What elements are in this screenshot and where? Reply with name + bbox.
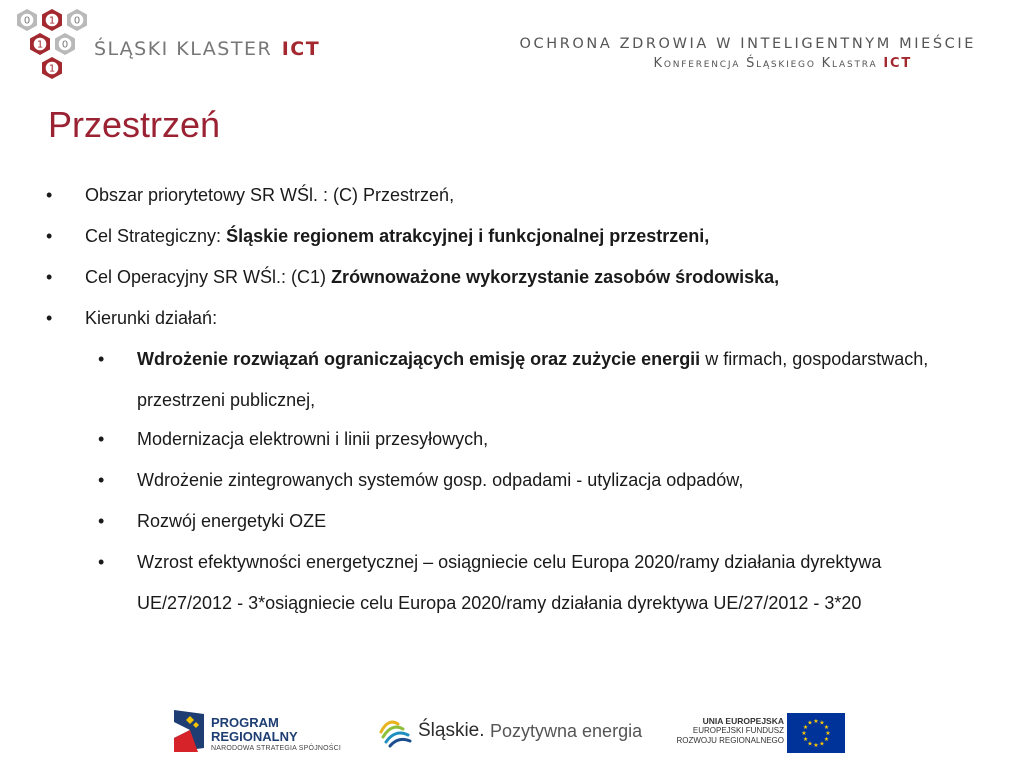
eu-star-icon: ★ [802, 725, 809, 731]
eu-star-icon: ★ [813, 743, 819, 749]
sub-bullet-text: Wdrożenie zintegrowanych systemów gosp. odpadami - utylizacja odpadów, [137, 470, 744, 490]
bullet-item [0, 224, 1024, 265]
svg-text:1: 1 [48, 15, 56, 27]
bullet-marker: • [46, 267, 53, 287]
program-regionalny-flag-icon [170, 708, 206, 754]
logo-hex-2 [67, 9, 87, 31]
nss-label: NARODOWA STRATEGIA SPÓJNOŚCI [211, 745, 342, 752]
bullet-text: Cel Strategiczny: [85, 226, 227, 246]
ue-label-line2: EUROPEJSKI FUNDUSZ [692, 726, 784, 735]
conference-subtitle [654, 56, 912, 71]
regionalny-label: REGIONALNY [211, 729, 298, 744]
bullet-item [0, 265, 1024, 306]
bullet-text: Kierunki działań: [85, 308, 218, 328]
bullet-marker: • [98, 552, 105, 572]
cluster-name-text: ŚLĄSKI KLASTER [94, 38, 273, 60]
svg-text:1: 1 [48, 63, 56, 75]
logo-hex-0 [17, 9, 37, 31]
eu-star-icon: ★ [819, 741, 825, 748]
logo-hex-4 [55, 33, 75, 55]
bullet-marker: • [98, 511, 105, 531]
svg-text:1: 1 [36, 39, 44, 51]
slaskie-name: Śląskie. [418, 720, 485, 741]
svg-text:0: 0 [23, 15, 31, 27]
bullet-list [0, 183, 1024, 630]
bullet-bold-text: Zrównoważone wykorzystanie zasobów środowiska, [331, 267, 780, 287]
conference-subtitle-text: Konferencja Śląskiego Klastra [653, 56, 878, 71]
sub-bullet-text: Modernizacja elektrowni i linii przesyłowych, [137, 429, 489, 449]
bullet-marker: • [46, 185, 53, 205]
cluster-name [94, 38, 320, 60]
sub-bullet-item [0, 339, 977, 421]
sub-bullet-item [0, 468, 977, 492]
logo-hex-5 [42, 57, 62, 79]
eu-flag-icon [787, 713, 845, 753]
sub-bullet-text: Wzrost efektywności energetycznej – osiągniecie celu Europa 2020/ramy działania dyrektywa UE/27/2012 - 3*osiągniecie celu Europa 2020/ramy działania dyrektywa UE/27/2012 - 3*20 [137, 552, 882, 613]
logo-hex-3 [30, 33, 50, 55]
ue-label-line1: UNIA EUROPEJSKA [702, 716, 784, 726]
eu-star-icon: ★ [819, 720, 825, 727]
eu-star-icon: ★ [801, 731, 807, 737]
bullet-marker: • [98, 470, 105, 490]
slide-title: Przestrzeń [48, 104, 221, 145]
sub-bullet-item [0, 427, 977, 451]
sub-bullet-text: Rozwój energetyki OZE [137, 511, 327, 531]
program-label: PROGRAM [211, 715, 279, 730]
slaskie-tagline: Pozytywna energia [490, 721, 643, 741]
eu-star-icon: ★ [823, 725, 830, 731]
conference-title: OCHRONA ZDROWIA W INTELIGENTNYM MIEŚCIE [519, 36, 976, 52]
bullet-text: Cel Operacyjny SR WŚl.: (C1) [85, 267, 332, 287]
eu-star-icon: ★ [807, 720, 813, 727]
svg-text:0: 0 [73, 15, 81, 27]
bullet-text: Obszar priorytetowy SR WŚl. : (C) Przestrzeń, [85, 185, 455, 205]
sub-bullet-item [0, 509, 977, 533]
sub-bullet-item [0, 542, 977, 624]
eu-star-icon: ★ [802, 737, 809, 743]
ue-label [676, 716, 784, 746]
eu-star-icon: ★ [807, 741, 813, 748]
eu-star-icon: ★ [813, 719, 819, 725]
svg-text:0: 0 [61, 39, 69, 51]
conference-subtitle-ict: ICT [883, 56, 912, 71]
bullet-marker: • [98, 349, 105, 369]
slaskie-logo-icon [378, 714, 412, 748]
footer-logos [0, 700, 1024, 760]
sub-bullet-bold-text: Wdrożenie rozwiązań ograniczających emisję oraz zużycie energii [137, 349, 701, 369]
bullet-marker: • [98, 429, 105, 449]
bullet-marker: • [46, 226, 53, 246]
logo-hex-1 [42, 9, 62, 31]
bullet-item [0, 183, 1024, 224]
cluster-ict: ICT [281, 38, 321, 60]
ue-label-line3: ROZWOJU REGIONALNEGO [676, 736, 784, 745]
sub-bullet-text: w firmach, gospodarstwach, przestrzeni publicznej, [137, 349, 929, 410]
cluster-logo [14, 6, 100, 92]
bullet-marker: • [46, 308, 53, 328]
eu-star-icon: ★ [825, 731, 831, 737]
eu-star-icon: ★ [823, 737, 830, 743]
bullet-bold-text: Śląskie regionem atrakcyjnej i funkcjonalnej przestrzeni, [226, 226, 710, 246]
